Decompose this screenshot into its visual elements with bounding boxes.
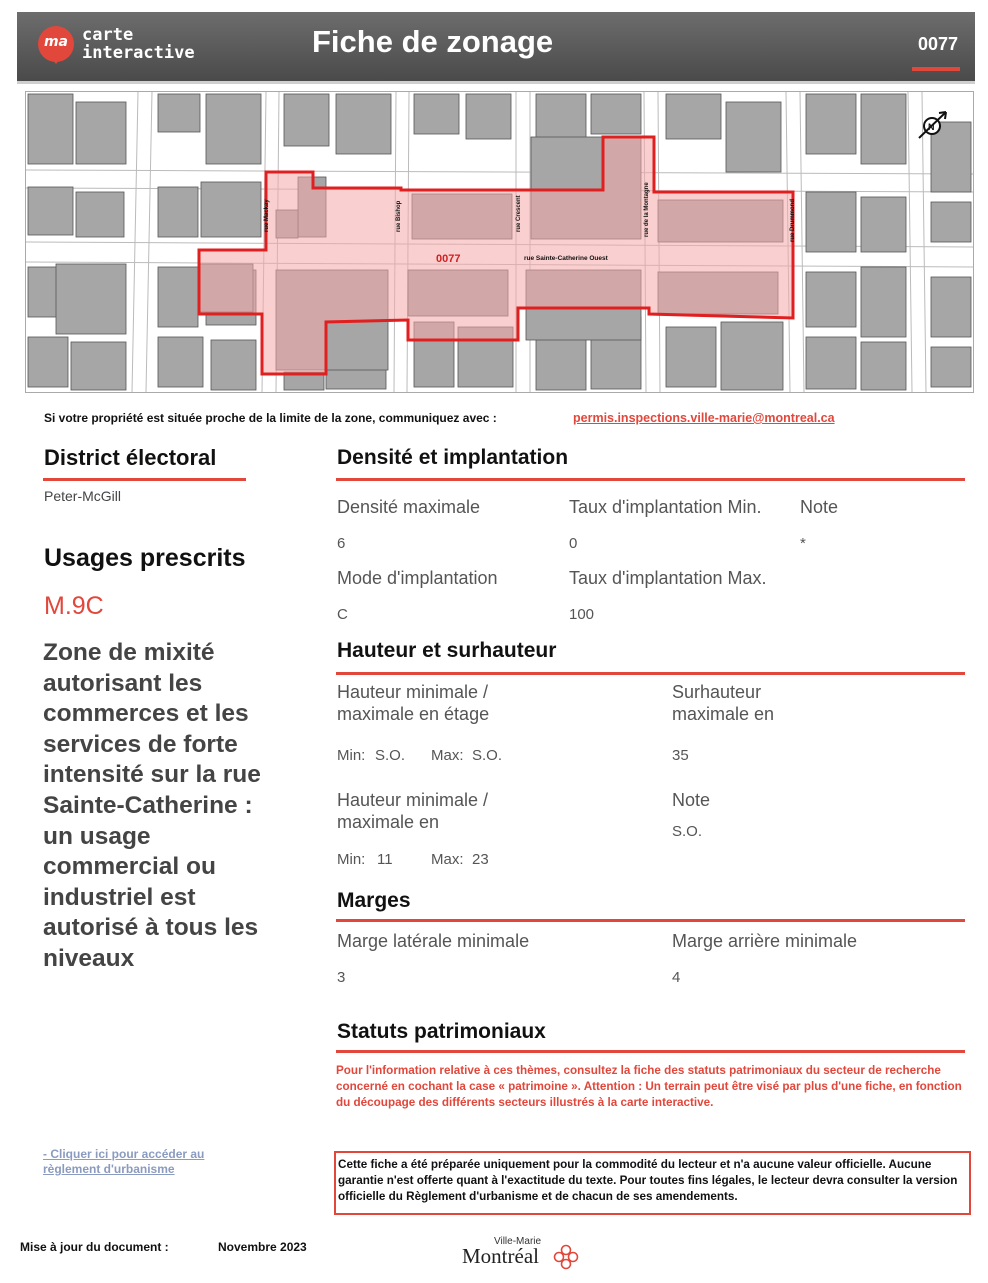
- map-street-drummond: rue Drummond: [790, 198, 796, 242]
- disclaimer-box: [334, 1151, 971, 1215]
- montreal-flower-icon: [553, 1244, 579, 1270]
- hauteur-note-label: Note: [672, 790, 711, 810]
- hauteur-note-value: S.O.: [672, 823, 703, 840]
- metres-label-1: Hauteur minimale /: [337, 790, 489, 810]
- map-street-montagne: rue de la Montagne: [644, 182, 650, 237]
- contact-email-link[interactable]: permis.inspections.ville-marie@montreal.ca: [573, 411, 835, 425]
- hauteur-title: Hauteur et surhauteur: [337, 639, 557, 662]
- map-zone-label: 0077: [436, 253, 461, 265]
- zoning-map[interactable]: [25, 91, 974, 393]
- marges-rule: [336, 919, 965, 922]
- update-label: Mise à jour du document :: [20, 1240, 169, 1254]
- surhauteur-value: 35: [672, 747, 689, 764]
- zone-code: 0077: [918, 34, 959, 54]
- district-value: Peter-McGill: [44, 488, 122, 504]
- map-street-bishop: rue Bishop: [396, 200, 402, 232]
- metres-min-value: 11: [377, 851, 393, 868]
- surhauteur-label-1: Surhauteur: [672, 682, 762, 702]
- map-street-sainte-catherine: rue Sainte-Catherine Ouest: [524, 255, 608, 262]
- metres-max-label: Max:: [431, 851, 464, 868]
- metres-label-2: maximale en: [337, 812, 440, 832]
- mode-value: C: [337, 606, 348, 623]
- etage-max-label: Max:: [431, 747, 464, 764]
- surhauteur-label-2: maximale en: [672, 704, 775, 724]
- usage-code: M.9C: [44, 592, 104, 620]
- district-title: District électoral: [44, 445, 217, 470]
- etage-min-value: S.O.: [375, 747, 406, 764]
- hauteur-rule: [336, 672, 965, 675]
- contact-label: Si votre propriété est située proche de la limite de la zone, communiquez avec :: [44, 411, 497, 425]
- usage-description: Zone de mixité autorisant les commerces et les services de forte intensité sur la rue Sainte-Catherine : un usage commercial ou industriel est autorisé à tous les niveaux: [43, 639, 261, 972]
- densite-max-label: Densité maximale: [337, 497, 481, 517]
- densite-rule: [336, 478, 965, 481]
- logo-badge-text: ma: [43, 34, 69, 50]
- city-logo-text: Montréal: [462, 1244, 539, 1268]
- taux-min-value: 0: [569, 535, 578, 552]
- densite-note-value: *: [800, 535, 806, 552]
- patrimoine-title: Statuts patrimoniaux: [337, 1020, 546, 1043]
- taux-min-label: Taux d'implantation Min.: [569, 497, 762, 517]
- metres-max-value: 23: [472, 851, 489, 868]
- city-district-name: Ville-Marie: [494, 1236, 542, 1247]
- disclaimer-text: Cette fiche a été préparée uniquement pour la commodité du lecteur et n'a aucune valeur officielle. Aucune garantie n'est offerte quant à l'exactitude du texte. Pour toutes fins légales, le lecteur devra consulter la version officielle du Règlement d'urbanisme et de chacun de ses amendements.: [338, 1158, 958, 1203]
- densite-title: Densité et implantation: [337, 446, 569, 469]
- map-street-crescent: rue Crescent: [516, 195, 522, 232]
- taux-max-label: Taux d'implantation Max.: [569, 568, 767, 588]
- patrimoine-rule: [336, 1050, 965, 1053]
- logo-text-line1: carte: [82, 25, 134, 45]
- mode-label: Mode d'implantation: [337, 568, 498, 588]
- page-title: Fiche de zonage: [312, 24, 554, 59]
- map-canvas: [26, 92, 973, 392]
- etage-label-2: maximale en étage: [337, 704, 490, 724]
- marges-title: Marges: [337, 889, 411, 912]
- reglement-link[interactable]: - Cliquer ici pour accéder au règlement d'urbanisme: [43, 1147, 205, 1176]
- zone-code-underline: [912, 67, 960, 71]
- etage-label-1: Hauteur minimale /: [337, 682, 489, 702]
- marge-arriere-value: 4: [672, 969, 681, 986]
- taux-max-value: 100: [569, 606, 595, 623]
- update-value: Novembre 2023: [218, 1240, 307, 1254]
- densite-max-value: 6: [337, 535, 346, 552]
- metres-min-label: Min:: [337, 851, 366, 868]
- densite-note-label: Note: [800, 497, 839, 517]
- district-rule: [43, 478, 246, 481]
- patrimoine-notice: Pour l'information relative à ces thèmes, consultez la fiche des statuts patrimoniaux du secteur de recherche concerné en cochant la case « patrimoine ». Attention : Un terrain peut être visé par plus d'une fiche, en fonction du découpage des différents secteurs illustrés à la carte interactive.: [336, 1064, 962, 1109]
- marge-laterale-label: Marge latérale minimale: [337, 931, 530, 951]
- map-street-mackay: rue Mackay: [264, 199, 270, 232]
- etage-max-value: S.O.: [472, 747, 503, 764]
- usages-title: Usages prescrits: [44, 544, 246, 572]
- logo-text-line2: interactive: [82, 43, 195, 63]
- marge-laterale-value: 3: [337, 969, 346, 986]
- marge-arriere-label: Marge arrière minimale: [672, 931, 858, 951]
- etage-min-label: Min:: [337, 747, 366, 764]
- svg-text:N: N: [928, 122, 935, 132]
